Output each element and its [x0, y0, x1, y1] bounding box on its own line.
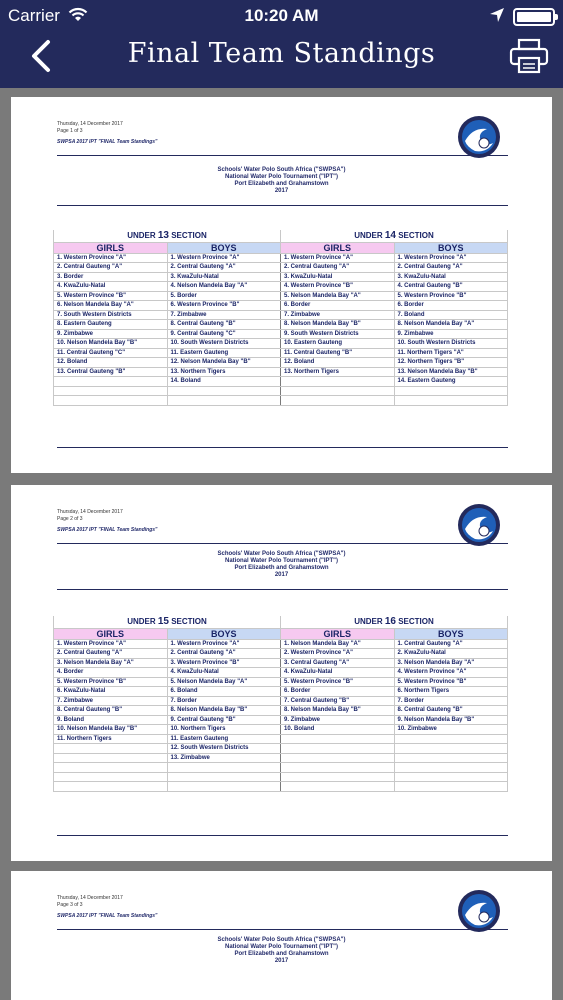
table-row — [54, 668, 508, 678]
boys-standing-cell: 7. Border — [167, 696, 281, 706]
boys-standing-cell — [394, 744, 508, 754]
girls-standing-cell: 3. Border — [54, 272, 168, 282]
organisation-heading — [11, 937, 552, 965]
girls-standing-cell — [54, 782, 168, 792]
printer-icon[interactable] — [509, 38, 549, 74]
boys-standing-cell: 1. Central Gauteng "A" — [394, 639, 508, 649]
section-age: 15 — [157, 616, 169, 627]
document-title: SWPSA 2017 IPT "FINAL Team Standings" — [57, 913, 158, 919]
girls-column-header: GIRLS — [281, 628, 395, 639]
boys-standing-cell: 1. Western Province "A" — [167, 253, 281, 263]
girls-standing-cell: 2. Central Gauteng "A" — [281, 263, 395, 273]
girls-column-header: GIRLS — [281, 242, 395, 253]
boys-standing-cell: 2. KwaZulu-Natal — [394, 649, 508, 659]
boys-standing-cell: 5. Western Province "B" — [394, 291, 508, 301]
boys-standing-cell — [394, 753, 508, 763]
girls-standing-cell — [281, 396, 395, 406]
boys-standing-cell — [167, 386, 281, 396]
girls-standing-cell: 9. Zimbabwe — [54, 329, 168, 339]
boys-standing-cell: 1. Western Province "A" — [167, 639, 281, 649]
girls-standing-cell: 1. Western Province "A" — [54, 253, 168, 263]
boys-standing-cell: 5. Nelson Mandela Bay "A" — [167, 677, 281, 687]
girls-standing-cell: 11. Northern Tigers — [54, 734, 168, 744]
section-heading: UNDER 14 SECTION — [281, 230, 508, 242]
battery-icon — [513, 8, 555, 26]
header-divider — [57, 543, 508, 544]
girls-standing-cell: 8. Central Gauteng "B" — [54, 706, 168, 716]
boys-standing-cell: 2. Central Gauteng "A" — [167, 649, 281, 659]
girls-standing-cell: 2. Western Province "A" — [281, 649, 395, 659]
girls-standing-cell: 9. Zimbabwe — [281, 715, 395, 725]
boys-standing-cell: 7. Border — [394, 696, 508, 706]
girls-standing-cell — [54, 753, 168, 763]
girls-standing-cell: 6. Border — [281, 301, 395, 311]
girls-standing-cell: 3. KwaZulu-Natal — [281, 272, 395, 282]
swpsa-logo-icon — [457, 503, 501, 547]
table-row — [54, 649, 508, 659]
header-divider — [57, 155, 508, 156]
girls-column-header: GIRLS — [54, 242, 168, 253]
section-age: 16 — [384, 616, 396, 627]
table-row — [54, 386, 508, 396]
table-row — [54, 772, 508, 782]
girls-standing-cell: 7. Central Gauteng "B" — [281, 696, 395, 706]
girls-standing-cell — [281, 753, 395, 763]
location-arrow-icon — [489, 7, 505, 23]
girls-column-header: GIRLS — [54, 628, 168, 639]
boys-standing-cell: 1. Western Province "A" — [394, 253, 508, 263]
table-row — [54, 253, 508, 263]
status-bar — [0, 4, 563, 26]
girls-standing-cell: 4. KwaZulu-Natal — [54, 282, 168, 292]
boys-standing-cell: 6. Northern Tigers — [394, 687, 508, 697]
girls-standing-cell: 9. South Western Districts — [281, 329, 395, 339]
girls-standing-cell: 6. Nelson Mandela Bay "A" — [54, 301, 168, 311]
girls-standing-cell: 5. Western Province "B" — [54, 677, 168, 687]
boys-standing-cell: 6. Western Province "B" — [167, 301, 281, 311]
boys-column-header: BOYS — [167, 242, 281, 253]
girls-standing-cell: 5. Western Province "B" — [281, 677, 395, 687]
boys-standing-cell: 12. Northern Tigers "B" — [394, 358, 508, 368]
boys-standing-cell: 12. South Western Districts — [167, 744, 281, 754]
girls-standing-cell: 1. Nelson Mandela Bay "A" — [281, 639, 395, 649]
girls-standing-cell: 2. Central Gauteng "A" — [54, 649, 168, 659]
table-row — [54, 706, 508, 716]
org-line-3: Port Elizabeth and Grahamstown — [234, 951, 329, 957]
organisation-heading — [11, 551, 552, 579]
girls-standing-cell: 8. Eastern Gauteng — [54, 320, 168, 330]
boys-standing-cell: 9. Zimbabwe — [394, 329, 508, 339]
org-divider — [57, 589, 508, 590]
girls-standing-cell: 1. Western Province "A" — [281, 253, 395, 263]
girls-standing-cell: 6. Border — [281, 687, 395, 697]
boys-standing-cell: 12. Nelson Mandela Bay "B" — [167, 358, 281, 368]
boys-standing-cell: 10. Zimbabwe — [394, 725, 508, 735]
girls-standing-cell: 5. Nelson Mandela Bay "A" — [281, 291, 395, 301]
status-time: 10:20 AM — [244, 6, 319, 25]
page-number: Page 2 of 3 — [57, 516, 83, 522]
boys-standing-cell: 11. Eastern Gauteng — [167, 734, 281, 744]
table-row — [54, 734, 508, 744]
org-line-1: Schools' Water Polo South Africa ("SWPSA") — [217, 551, 346, 557]
boys-standing-cell: 2. Central Gauteng "A" — [167, 263, 281, 273]
boys-standing-cell: 11. Eastern Gauteng — [167, 348, 281, 358]
date-text: Thursday, 14 December 2017 — [57, 509, 123, 515]
girls-standing-cell: 2. Central Gauteng "A" — [54, 263, 168, 273]
section-heading: UNDER 15 SECTION — [54, 616, 281, 628]
girls-standing-cell: 10. Eastern Gauteng — [281, 339, 395, 349]
boys-standing-cell — [394, 734, 508, 744]
girls-standing-cell: 6. KwaZulu-Natal — [54, 687, 168, 697]
boys-standing-cell: 6. Border — [394, 301, 508, 311]
boys-standing-cell: 3. KwaZulu-Natal — [394, 272, 508, 282]
org-line-3: Port Elizabeth and Grahamstown — [234, 181, 329, 187]
table-row — [54, 696, 508, 706]
boys-standing-cell: 13. Nelson Mandela Bay "B" — [394, 367, 508, 377]
boys-standing-cell: 6. Boland — [167, 687, 281, 697]
table-row — [54, 744, 508, 754]
girls-standing-cell: 3. Nelson Mandela Bay "A" — [54, 658, 168, 668]
table-row — [54, 782, 508, 792]
boys-standing-cell: 7. Zimbabwe — [167, 310, 281, 320]
boys-standing-cell: 5. Border — [167, 291, 281, 301]
table-row — [54, 763, 508, 773]
boys-standing-cell — [394, 772, 508, 782]
girls-standing-cell: 8. Nelson Mandela Bay "B" — [281, 706, 395, 716]
table-row — [54, 272, 508, 282]
girls-standing-cell: 3. Central Gauteng "A" — [281, 658, 395, 668]
org-line-4: 2017 — [274, 958, 289, 964]
girls-standing-cell — [54, 772, 168, 782]
girls-standing-cell: 4. Western Province "B" — [281, 282, 395, 292]
table-row — [54, 310, 508, 320]
boys-standing-cell: 8. Central Gauteng "B" — [167, 320, 281, 330]
standings-table — [53, 230, 508, 406]
table-row — [54, 687, 508, 697]
girls-standing-cell — [281, 386, 395, 396]
document-page-3 — [11, 871, 552, 1000]
boys-standing-cell: 9. Central Gauteng "C" — [167, 329, 281, 339]
girls-standing-cell — [54, 744, 168, 754]
page-title: Final Team Standings — [127, 38, 436, 69]
section-age: 13 — [157, 230, 169, 241]
page-date — [57, 895, 123, 909]
table-row — [54, 329, 508, 339]
girls-standing-cell — [281, 744, 395, 754]
boys-standing-cell: 9. Nelson Mandela Bay "B" — [394, 715, 508, 725]
organisation-heading — [11, 167, 552, 195]
girls-standing-cell — [54, 763, 168, 773]
document-scroll-view[interactable] — [0, 88, 563, 1000]
girls-standing-cell: 10. Boland — [281, 725, 395, 735]
girls-standing-cell: 8. Nelson Mandela Bay "B" — [281, 320, 395, 330]
org-line-2: National Water Polo Tournament ("IPT") — [224, 558, 339, 564]
girls-standing-cell — [281, 763, 395, 773]
document-title: SWPSA 2017 IPT "FINAL Team Standings" — [57, 527, 158, 533]
girls-standing-cell: 1. Western Province "A" — [54, 639, 168, 649]
date-text: Thursday, 14 December 2017 — [57, 895, 123, 901]
date-text: Thursday, 14 December 2017 — [57, 121, 123, 127]
girls-standing-cell: 11. Central Gauteng "B" — [281, 348, 395, 358]
table-row — [54, 677, 508, 687]
girls-standing-cell: 4. Border — [54, 668, 168, 678]
org-line-4: 2017 — [274, 188, 289, 194]
boys-standing-cell: 5. Western Province "B" — [394, 677, 508, 687]
page-number: Page 1 of 3 — [57, 128, 83, 134]
table-row — [54, 358, 508, 368]
boys-standing-cell: 13. Northern Tigers — [167, 367, 281, 377]
carrier-label: Carrier — [8, 6, 60, 25]
boys-standing-cell: 8. Nelson Mandela Bay "B" — [167, 706, 281, 716]
boys-standing-cell: 10. South Western Districts — [167, 339, 281, 349]
girls-standing-cell — [281, 782, 395, 792]
org-line-3: Port Elizabeth and Grahamstown — [234, 565, 329, 571]
section-heading: UNDER 13 SECTION — [54, 230, 281, 242]
boys-standing-cell: 4. KwaZulu-Natal — [167, 668, 281, 678]
section-heading: UNDER 16 SECTION — [281, 616, 508, 628]
table-row — [54, 377, 508, 387]
girls-standing-cell — [54, 386, 168, 396]
boys-standing-cell: 9. Central Gauteng "B" — [167, 715, 281, 725]
org-line-4: 2017 — [274, 572, 289, 578]
boys-standing-cell — [167, 396, 281, 406]
boys-standing-cell: 8. Central Gauteng "B" — [394, 706, 508, 716]
navigation-header — [0, 0, 563, 88]
boys-standing-cell: 4. Nelson Mandela Bay "A" — [167, 282, 281, 292]
girls-standing-cell: 11. Central Gauteng "C" — [54, 348, 168, 358]
table-row — [54, 282, 508, 292]
boys-column-header: BOYS — [394, 628, 508, 639]
girls-standing-cell — [54, 396, 168, 406]
swpsa-logo-icon — [457, 115, 501, 159]
boys-standing-cell: 11. Northern Tigers "A" — [394, 348, 508, 358]
girls-standing-cell — [54, 377, 168, 387]
table-row — [54, 658, 508, 668]
page-number: Page 3 of 3 — [57, 902, 83, 908]
boys-standing-cell — [394, 782, 508, 792]
girls-standing-cell — [281, 377, 395, 387]
boys-standing-cell: 3. Nelson Mandela Bay "A" — [394, 658, 508, 668]
girls-standing-cell — [281, 734, 395, 744]
boys-standing-cell — [167, 782, 281, 792]
table-row — [54, 320, 508, 330]
org-line-1: Schools' Water Polo South Africa ("SWPSA") — [217, 937, 346, 943]
swpsa-logo-icon — [457, 889, 501, 933]
boys-standing-cell: 14. Eastern Gauteng — [394, 377, 508, 387]
table-row — [54, 339, 508, 349]
boys-standing-cell: 10. Northern Tigers — [167, 725, 281, 735]
document-page-2 — [11, 485, 552, 861]
boys-standing-cell: 13. Zimbabwe — [167, 753, 281, 763]
table-row — [54, 715, 508, 725]
boys-standing-cell: 7. Boland — [394, 310, 508, 320]
boys-standing-cell — [394, 396, 508, 406]
footer-divider — [57, 447, 508, 448]
girls-standing-cell: 4. KwaZulu-Natal — [281, 668, 395, 678]
page-date — [57, 509, 123, 523]
boys-standing-cell — [167, 763, 281, 773]
girls-standing-cell: 9. Boland — [54, 715, 168, 725]
document-page-1 — [11, 97, 552, 473]
table-row — [54, 725, 508, 735]
table-row — [54, 367, 508, 377]
org-divider — [57, 205, 508, 206]
org-line-1: Schools' Water Polo South Africa ("SWPSA") — [217, 167, 346, 173]
boys-standing-cell: 3. Western Province "B" — [167, 658, 281, 668]
section-age: 14 — [384, 230, 396, 241]
girls-standing-cell: 10. Nelson Mandela Bay "B" — [54, 725, 168, 735]
boys-standing-cell: 2. Central Gauteng "A" — [394, 263, 508, 273]
table-row — [54, 639, 508, 649]
table-row — [54, 263, 508, 273]
boys-standing-cell: 4. Central Gauteng "B" — [394, 282, 508, 292]
table-row — [54, 348, 508, 358]
boys-standing-cell — [167, 772, 281, 782]
boys-standing-cell — [394, 763, 508, 773]
girls-standing-cell: 7. Zimbabwe — [54, 696, 168, 706]
girls-standing-cell: 5. Western Province "B" — [54, 291, 168, 301]
girls-standing-cell: 12. Boland — [54, 358, 168, 368]
girls-standing-cell: 10. Nelson Mandela Bay "B" — [54, 339, 168, 349]
org-line-2: National Water Polo Tournament ("IPT") — [224, 944, 339, 950]
table-row — [54, 301, 508, 311]
boys-standing-cell: 14. Boland — [167, 377, 281, 387]
boys-standing-cell — [394, 386, 508, 396]
org-line-2: National Water Polo Tournament ("IPT") — [224, 174, 339, 180]
girls-standing-cell — [281, 772, 395, 782]
boys-standing-cell: 4. Western Province "A" — [394, 668, 508, 678]
girls-standing-cell: 12. Boland — [281, 358, 395, 368]
table-row — [54, 753, 508, 763]
boys-standing-cell: 3. KwaZulu-Natal — [167, 272, 281, 282]
table-row — [54, 291, 508, 301]
header-divider — [57, 929, 508, 930]
boys-standing-cell: 10. South Western Districts — [394, 339, 508, 349]
boys-column-header: BOYS — [167, 628, 281, 639]
girls-standing-cell: 13. Central Gauteng "B" — [54, 367, 168, 377]
document-title: SWPSA 2017 IPT "FINAL Team Standings" — [57, 139, 158, 145]
girls-standing-cell: 7. South Western Districts — [54, 310, 168, 320]
girls-standing-cell: 13. Northern Tigers — [281, 367, 395, 377]
boys-column-header: BOYS — [394, 242, 508, 253]
boys-standing-cell: 8. Nelson Mandela Bay "A" — [394, 320, 508, 330]
girls-standing-cell: 7. Zimbabwe — [281, 310, 395, 320]
footer-divider — [57, 835, 508, 836]
page-date — [57, 121, 123, 135]
table-row — [54, 396, 508, 406]
standings-table — [53, 616, 508, 792]
